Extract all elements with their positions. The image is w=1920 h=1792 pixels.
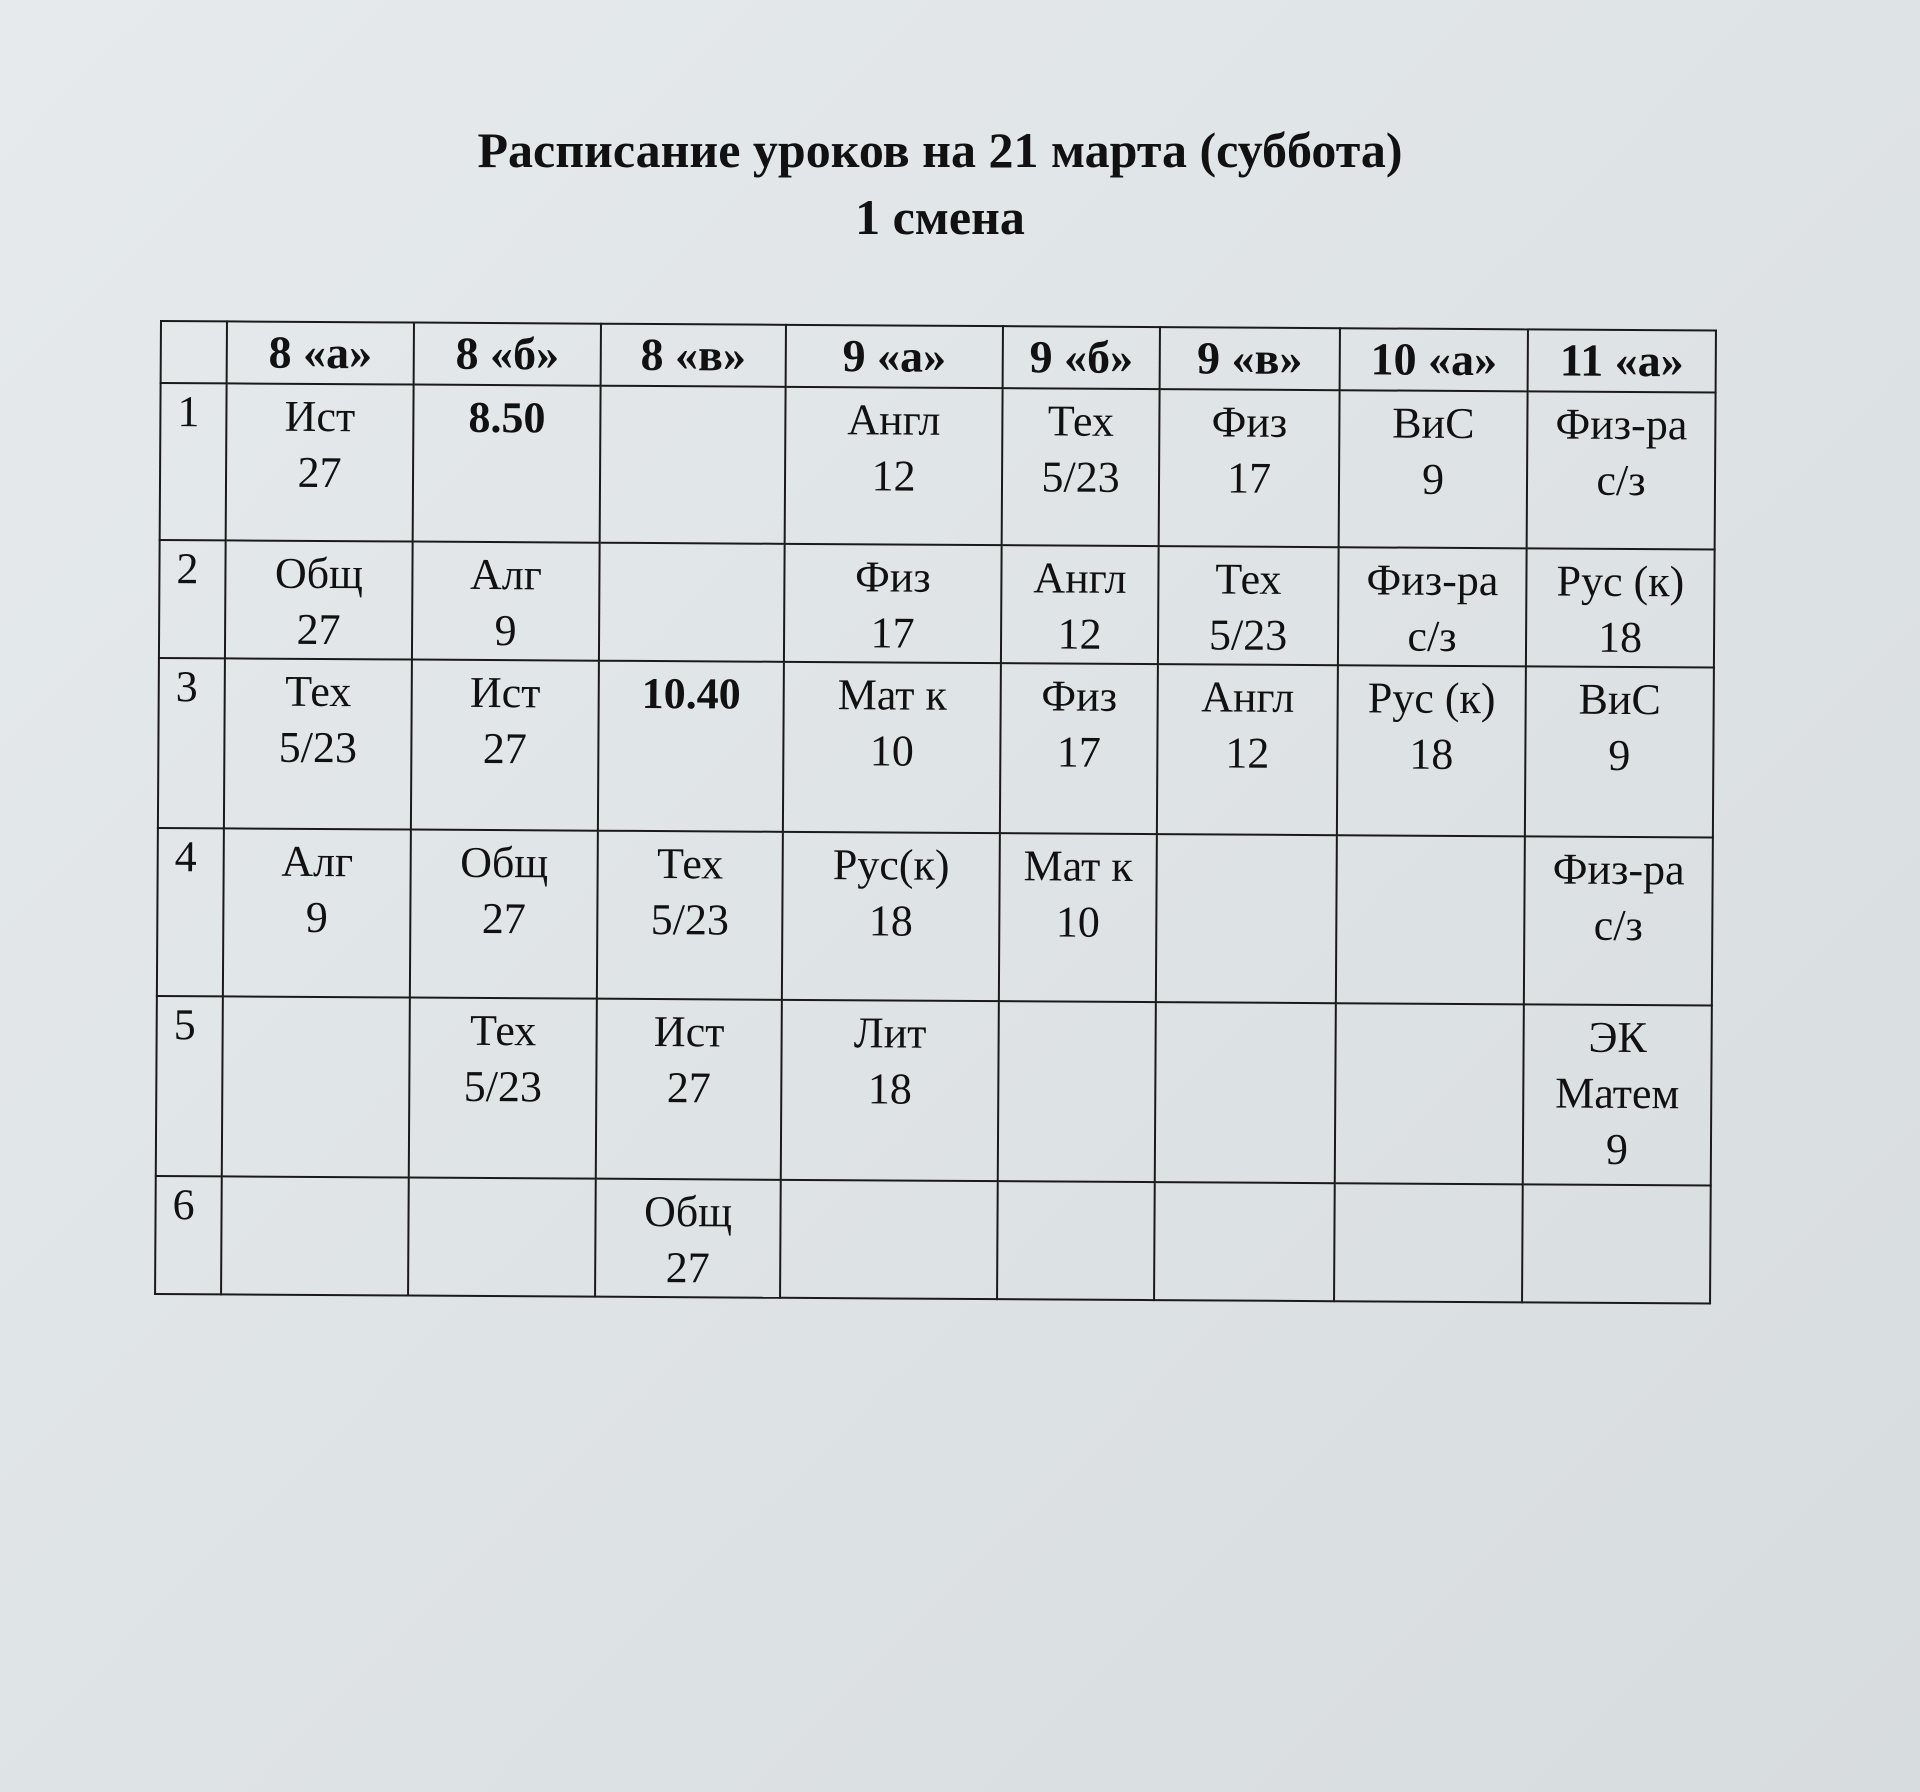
subject-name: Тех xyxy=(656,839,724,889)
subject-name xyxy=(1158,839,1336,840)
lesson-cell xyxy=(226,383,414,541)
lesson-cell xyxy=(1527,391,1716,549)
lesson-cell xyxy=(783,662,1001,833)
room-number: 27 xyxy=(666,1063,711,1113)
lesson-cell xyxy=(410,830,598,999)
subject-name: Рус (к) xyxy=(1556,556,1685,607)
room-number: 27 xyxy=(296,604,341,655)
lesson-cell xyxy=(221,1176,409,1295)
subject-name xyxy=(1336,1188,1522,1189)
subject-name: Тех xyxy=(285,666,352,717)
room-number xyxy=(1524,1189,1710,1190)
subject-name xyxy=(782,1185,997,1186)
subject-name: Рус (к) xyxy=(1367,673,1496,724)
lesson-cell xyxy=(1335,1003,1524,1184)
subject-name: Англ xyxy=(1201,672,1295,722)
lesson-cell xyxy=(1002,388,1160,546)
room-number: 18 xyxy=(1409,729,1454,779)
subject-name: Англ xyxy=(1033,553,1127,603)
room-number xyxy=(1000,1006,1155,1007)
room-number: 17 xyxy=(870,608,915,658)
subject-name xyxy=(1000,1006,1155,1007)
header-class: 9 «в» xyxy=(1160,327,1340,390)
subject-name xyxy=(1338,840,1524,841)
lesson-cell xyxy=(413,385,601,543)
subject-name: Мат к xyxy=(1023,841,1133,891)
subject-name-extra: Матем xyxy=(1555,1068,1680,1119)
lesson-cell xyxy=(598,661,784,832)
lesson-cell xyxy=(1157,664,1338,835)
room-number: 27 xyxy=(665,1243,710,1293)
lesson-cell xyxy=(225,540,413,659)
lesson-cell xyxy=(780,1180,998,1299)
start-time: 8.50 xyxy=(468,392,546,443)
subject-name: Общ xyxy=(274,548,364,599)
subject-name: Англ xyxy=(847,395,941,445)
subject-name xyxy=(224,1001,409,1002)
room-number: 17 xyxy=(1056,727,1102,777)
room-number: 9 xyxy=(1605,1124,1629,1174)
lesson-row xyxy=(156,996,1712,1185)
header-corner xyxy=(161,321,227,383)
lesson-cell xyxy=(595,1179,781,1298)
lesson-number: 6 xyxy=(155,1176,222,1294)
lesson-cell xyxy=(785,387,1003,545)
lesson-cell xyxy=(409,998,597,1179)
header-class: 9 «а» xyxy=(786,325,1003,388)
lesson-cell xyxy=(224,658,412,829)
header-row xyxy=(161,321,1716,392)
room-number: 27 xyxy=(297,447,342,498)
subject-name: Ист xyxy=(653,1007,725,1057)
lesson-cell xyxy=(1154,1182,1335,1301)
shift-subtitle: 1 смена xyxy=(855,189,1025,245)
room-number: 18 xyxy=(1597,612,1643,663)
room-number: 5/23 xyxy=(1208,610,1288,660)
lesson-cell xyxy=(1158,546,1339,665)
lesson-cell xyxy=(997,1181,1155,1300)
subject-name: ВиС xyxy=(1392,398,1475,449)
lesson-row xyxy=(155,1176,1711,1303)
room-number: 9 xyxy=(1608,730,1631,780)
subject-name: Физ-ра xyxy=(1552,844,1685,895)
subject-name: Тех xyxy=(469,1005,537,1056)
subject-name: Физ xyxy=(854,552,931,602)
subject-name: Тех xyxy=(1047,396,1115,446)
subject-name: ВиС xyxy=(1578,674,1661,725)
room-number xyxy=(1156,1187,1334,1188)
lesson-cell xyxy=(1338,547,1527,666)
room-number xyxy=(999,1186,1154,1187)
subject-name: Физ xyxy=(1211,397,1288,447)
lesson-cell xyxy=(781,1000,999,1181)
room-number xyxy=(601,548,784,549)
subject-name: Алг xyxy=(281,836,354,887)
lesson-cell xyxy=(411,660,599,831)
lesson-cell xyxy=(1524,836,1713,1005)
lesson-cell xyxy=(784,544,1002,663)
lesson-number: 1 xyxy=(160,383,227,540)
lesson-cell xyxy=(596,999,782,1180)
room-number xyxy=(602,391,785,392)
header-class: 11 «а» xyxy=(1528,329,1716,392)
subject-name xyxy=(601,548,784,549)
lesson-cell xyxy=(1526,548,1715,667)
room-number: 10 xyxy=(1055,897,1100,947)
subject-name: Мат к xyxy=(837,670,947,720)
lesson-row xyxy=(158,658,1714,837)
subject-name: Тех xyxy=(1215,554,1282,604)
subject-name xyxy=(410,1183,595,1184)
header-class: 10 «а» xyxy=(1340,328,1528,391)
subject-name: Алг xyxy=(469,549,542,600)
room-number: с/з xyxy=(1596,455,1646,506)
subject-name xyxy=(1337,1008,1523,1009)
lesson-cell xyxy=(1525,666,1714,837)
room-number xyxy=(224,1001,409,1002)
subject-name: Ист xyxy=(284,391,356,442)
subject-name xyxy=(1157,1007,1335,1008)
header-class: 8 «в» xyxy=(601,324,786,387)
subject-name xyxy=(1524,1189,1710,1190)
room-number: 9 xyxy=(305,892,329,943)
room-number xyxy=(782,1185,997,1186)
header-class: 8 «б» xyxy=(414,323,601,386)
header-class: 9 «б» xyxy=(1003,326,1160,389)
room-number: 9 xyxy=(494,606,517,656)
header-class: 8 «а» xyxy=(227,321,414,384)
lesson-cell xyxy=(597,831,783,1000)
lesson-cell xyxy=(222,996,410,1177)
schedule-body xyxy=(155,383,1716,1303)
room-number: 5/23 xyxy=(463,1061,543,1112)
lesson-cell xyxy=(999,833,1157,1002)
lesson-number: 2 xyxy=(159,540,226,658)
lesson-row xyxy=(160,383,1716,549)
subject-name: Физ-ра xyxy=(1366,555,1499,606)
room-number: 18 xyxy=(867,1064,912,1114)
subject-name xyxy=(1156,1187,1334,1188)
lesson-number: 5 xyxy=(156,996,223,1176)
room-number xyxy=(1337,1008,1523,1009)
room-number xyxy=(1157,1007,1335,1008)
lesson-cell xyxy=(1156,834,1337,1003)
page-title: Расписание уроков на 21 марта (суббота) xyxy=(477,122,1403,178)
lesson-cell xyxy=(223,828,411,997)
start-time: 10.40 xyxy=(641,668,741,719)
lesson-cell xyxy=(600,386,786,544)
room-number xyxy=(1336,1188,1522,1189)
room-number: 10 xyxy=(869,726,915,776)
subject-name: Общ xyxy=(460,837,549,888)
room-number: 9 xyxy=(1421,454,1445,504)
schedule-table xyxy=(154,320,1717,1304)
subject-name xyxy=(602,391,785,392)
room-number: 12 xyxy=(1057,609,1102,659)
subject-name: Рус(к) xyxy=(832,840,950,890)
lesson-cell xyxy=(1159,389,1340,547)
subject-name: Физ xyxy=(1041,671,1118,721)
room-number: 17 xyxy=(1226,453,1272,503)
room-number: 27 xyxy=(482,723,528,774)
room-number: 18 xyxy=(868,896,913,946)
subject-name xyxy=(999,1186,1154,1187)
lesson-row xyxy=(157,828,1713,1005)
lesson-cell xyxy=(1336,835,1525,1004)
subject-name xyxy=(223,1181,408,1182)
subject-name: ЭК xyxy=(1588,1012,1647,1063)
room-number xyxy=(410,1183,595,1184)
room-number: с/з xyxy=(1407,611,1457,661)
subject-name: Общ xyxy=(643,1186,733,1237)
lesson-cell xyxy=(1000,663,1158,834)
subject-name: Лит xyxy=(853,1008,927,1058)
lesson-cell xyxy=(1001,545,1159,664)
lesson-cell xyxy=(1523,1004,1712,1185)
room-number xyxy=(1338,840,1524,841)
lesson-cell xyxy=(408,1178,596,1297)
room-number: 5/23 xyxy=(650,895,730,945)
lesson-cell xyxy=(1337,665,1526,836)
lesson-cell xyxy=(1522,1184,1711,1303)
room-number xyxy=(1158,839,1336,840)
subject-name: Физ-ра xyxy=(1555,399,1688,450)
room-number: 12 xyxy=(1225,728,1270,778)
lesson-cell xyxy=(998,1001,1156,1182)
room-number xyxy=(223,1181,408,1182)
lesson-cell xyxy=(599,543,785,662)
room-number: 5/23 xyxy=(1041,452,1120,502)
lesson-cell xyxy=(1334,1183,1523,1302)
lesson-row xyxy=(159,540,1715,667)
room-number: 12 xyxy=(871,451,916,501)
lesson-cell xyxy=(1155,1002,1336,1183)
lesson-cell xyxy=(1339,390,1528,548)
room-number: 27 xyxy=(481,893,526,944)
lesson-cell xyxy=(782,832,1000,1001)
lesson-number: 3 xyxy=(158,658,225,828)
room-number: с/з xyxy=(1593,900,1644,951)
lesson-number: 4 xyxy=(157,828,224,996)
room-number: 5/23 xyxy=(278,722,358,773)
subject-name: Ист xyxy=(469,667,541,718)
lesson-cell xyxy=(412,542,600,661)
